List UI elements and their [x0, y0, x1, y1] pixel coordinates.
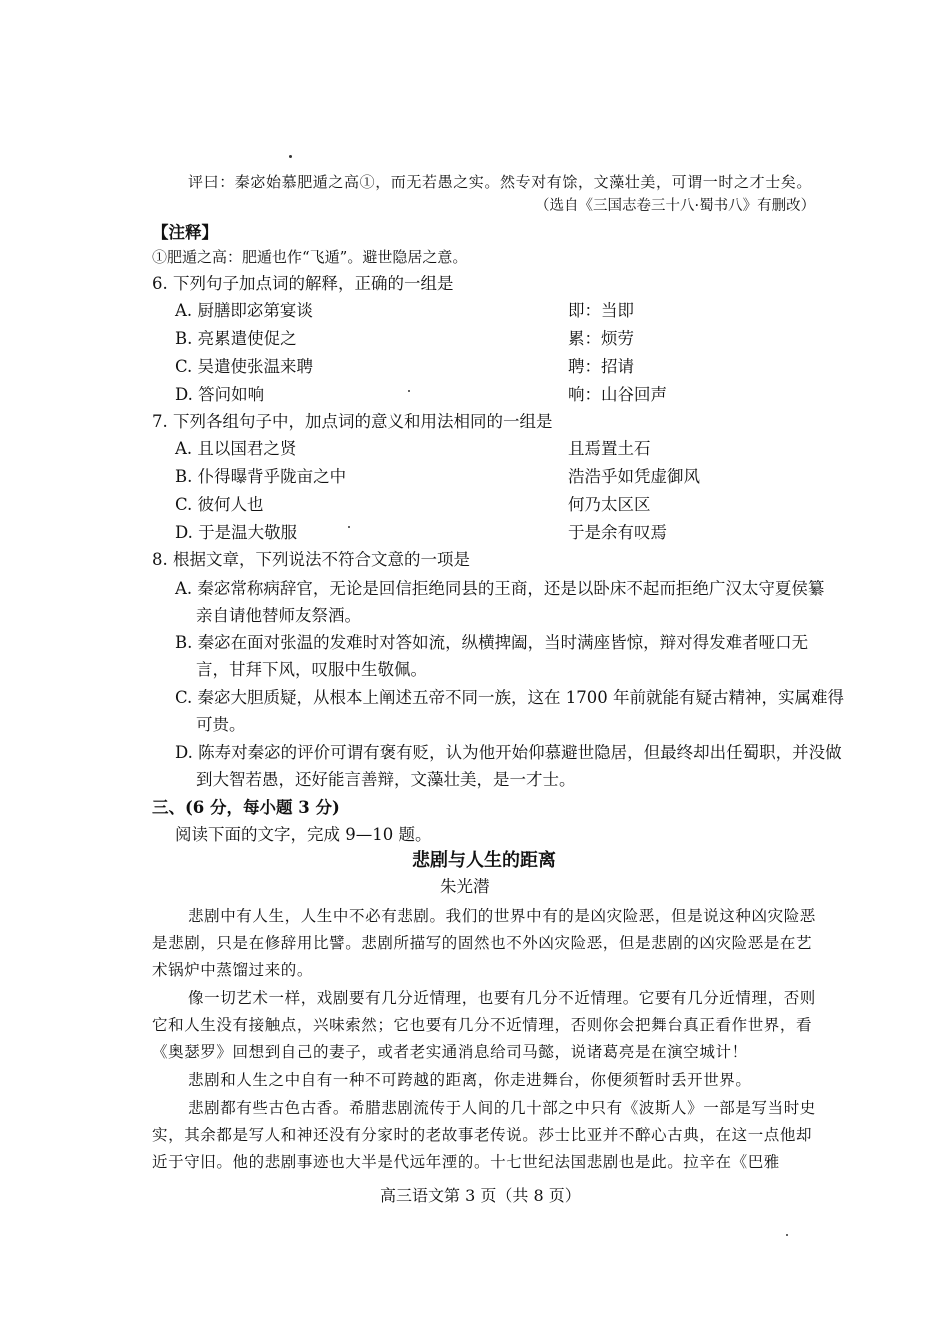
comment-line: 评曰：秦宓始慕肥遁之高①，而无若愚之实。然专对有馀，文藻壮美，可谓一时之才士矣。 — [188, 173, 813, 191]
q6-option-c: C. 吴遣使张温来聘 — [175, 357, 314, 376]
q7-option-d-pair: 于是余有叹焉 — [568, 523, 667, 542]
question-7-stem: 7. 下列各组句子中，加点词的意义和用法相同的一组是 — [152, 412, 553, 431]
q7-option-d: D. 于是温大敬服 — [175, 523, 298, 542]
essay-p4-line1: 悲剧都有些古色古香。希腊悲剧流传于人间的几十部之中只有《波斯人》一部是写当时史 — [188, 1099, 816, 1117]
essay-p1-line1: 悲剧中有人生，人生中不必有悲剧。我们的世界中有的是凶灾险恶，但是说这种凶灾险恶 — [188, 907, 816, 925]
q6-option-b: B. 亮累遣使促之 — [175, 329, 297, 348]
question-6-stem: 6. 下列句子加点词的解释，正确的一组是 — [152, 274, 454, 293]
q8-option-d-line1: D. 陈寿对秦宓的评价可谓有褒有贬，认为他开始仰慕避世隐居，但最终却出任蜀职，并没做 — [175, 743, 842, 762]
essay-p2-line1: 像一切艺术一样，戏剧要有几分近情理，也要有几分不近情理。它要有几分近情理，否则 — [188, 989, 816, 1007]
essay-p2-line3: 《奥瑟罗》回想到自己的妻子，或者老实通消息给司马懿，说诸葛亮是在演空城计！ — [152, 1043, 748, 1061]
essay-p4-line3: 近于守旧。他的悲剧事迹也大半是代远年湮的。十七世纪法国悲剧也是此。拉辛在《巴雅 — [152, 1153, 780, 1171]
essay-p4-line2: 实，其余都是写人和神还没有分家时的老故事老传说。莎士比亚并不醉心古典，在这一点他却 — [152, 1126, 813, 1144]
q6-option-d: D. 答问如响 — [175, 385, 265, 404]
q8-option-b-line1: B. 秦宓在面对张温的发难时对答如流，纵横捭阖，当时满座皆惊，辩对得发难者哑口无 — [175, 633, 809, 652]
q8-option-d-line2: 到大智若愚，还好能言善辩，文藻壮美，是一才士。 — [196, 770, 576, 789]
q6-option-a-gloss: 即：当即 — [568, 301, 634, 320]
scan-speck — [408, 390, 410, 392]
scan-speck — [289, 155, 292, 158]
essay-p1-line3: 术锅炉中蒸馏过来的。 — [152, 961, 314, 979]
essay-p2-line2: 它和人生没有接触点，兴味索然；它也要有几分不近情理，否则你会把舞台真正看作世界，看 — [152, 1016, 813, 1034]
essay-author: 朱光潜 — [440, 877, 490, 896]
q7-option-b: B. 仆得曝背乎陇亩之中 — [175, 467, 347, 486]
scan-speck — [786, 1234, 788, 1236]
essay-title: 悲剧与人生的距离 — [412, 850, 556, 871]
q8-option-c-line1: C. 秦宓大胆质疑，从根本上阐述五帝不同一族，这在 1700 年前就能有疑古精神，实属难得 — [175, 688, 845, 707]
q6-option-d-gloss: 响：山谷回声 — [568, 385, 667, 404]
source-citation: （选自《三国志卷三十八·蜀书八》有删改） — [535, 198, 816, 214]
essay-p1-line2: 是悲剧，只是在修辞用比譬。悲剧所描写的固然也不外凶灾险恶，但是悲剧的凶灾险恶是在艺 — [152, 934, 813, 952]
q6-option-b-gloss: 累：烦劳 — [568, 329, 634, 348]
q7-option-a: A. 且以国君之贤 — [175, 439, 297, 458]
q8-option-c-line2: 可贵。 — [196, 715, 246, 734]
q7-option-c-pair: 何乃太区区 — [568, 495, 651, 514]
note-1: ①肥遁之高：肥遁也作“飞遁”。避世隐居之意。 — [152, 248, 468, 266]
notes-heading: 【注释】 — [152, 223, 218, 242]
q6-option-c-gloss: 聘：招请 — [568, 357, 634, 376]
q7-option-a-pair: 且焉置土石 — [568, 439, 651, 458]
essay-p3-line1: 悲剧和人生之中自有一种不可跨越的距离，你走进舞台，你便须暂时丢开世界。 — [188, 1071, 752, 1089]
scan-speck — [348, 526, 350, 528]
q7-option-b-pair: 浩浩乎如凭虚御风 — [568, 467, 700, 486]
section-3-heading: 三、(6 分，每小题 3 分) — [152, 798, 340, 817]
q8-option-a-line1: A. 秦宓常称病辞官，无论是回信拒绝同县的王商，还是以卧床不起而拒绝广汉太守夏侯纂 — [175, 579, 825, 598]
q8-option-b-line2: 言，甘拜下风，叹服中生敬佩。 — [196, 660, 427, 679]
page-footer: 高三语文第 3 页（共 8 页） — [380, 1186, 581, 1205]
q8-option-a-line2: 亲自请他替师友祭酒。 — [196, 606, 361, 625]
q7-option-c: C. 彼何人也 — [175, 495, 264, 514]
q6-option-a: A. 厨膳即宓第宴谈 — [175, 301, 313, 320]
question-8-stem: 8. 根据文章，下列说法不符合文意的一项是 — [152, 550, 470, 569]
section-3-instruction: 阅读下面的文字，完成 9—10 题。 — [175, 825, 432, 844]
